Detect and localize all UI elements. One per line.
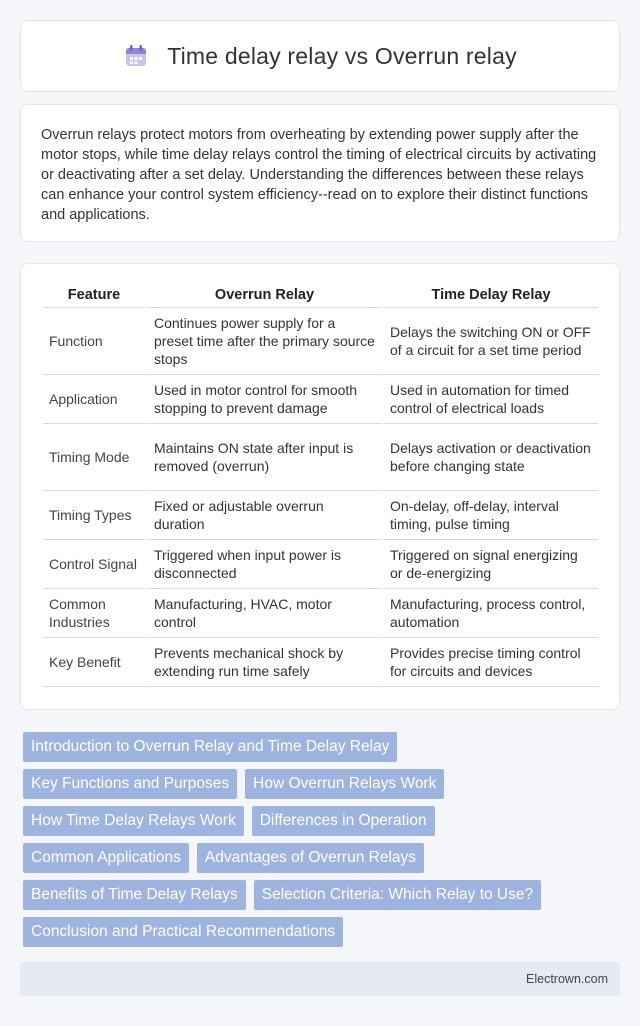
table-cell-feature: Function bbox=[43, 308, 145, 375]
table-cell-time-delay: Delays activation or deactivation before changing state bbox=[381, 424, 598, 491]
link-advantages-overrun[interactable]: Advantages of Overrun Relays bbox=[197, 843, 424, 873]
table-cell-overrun: Manufacturing, HVAC, motor control bbox=[145, 589, 381, 638]
link-common-applications[interactable]: Common Applications bbox=[23, 843, 189, 873]
topic-links bbox=[23, 732, 623, 954]
table-cell-overrun: Triggered when input power is disconnected bbox=[145, 540, 381, 589]
link-benefits-time-delay[interactable]: Benefits of Time Delay Relays bbox=[23, 880, 246, 910]
table-cell-feature: Common Industries bbox=[43, 589, 145, 638]
link-how-overrun-works[interactable]: How Overrun Relays Work bbox=[245, 769, 444, 799]
link-key-functions[interactable]: Key Functions and Purposes bbox=[23, 769, 237, 799]
link-row bbox=[23, 843, 623, 873]
table-row bbox=[43, 540, 598, 589]
link-row bbox=[23, 917, 623, 947]
header-feature: Feature bbox=[43, 282, 145, 308]
page-title: Time delay relay vs Overrun relay bbox=[167, 42, 517, 69]
table-header-row bbox=[43, 282, 598, 308]
table-cell-overrun: Prevents mechanical shock by extending run time safely bbox=[145, 638, 381, 687]
header-overrun: Overrun Relay bbox=[145, 282, 381, 308]
table-cell-feature: Timing Mode bbox=[43, 424, 145, 491]
table-row bbox=[43, 491, 598, 540]
link-differences[interactable]: Differences in Operation bbox=[252, 806, 435, 836]
table-cell-overrun: Fixed or adjustable overrun duration bbox=[145, 491, 381, 540]
table-row bbox=[43, 308, 598, 375]
link-row bbox=[23, 880, 623, 910]
table-cell-feature: Key Benefit bbox=[43, 638, 145, 687]
table-cell-time-delay: Delays the switching ON or OFF of a circuit for a set time period bbox=[381, 308, 598, 375]
table-cell-time-delay: Provides precise timing control for circuits and devices bbox=[381, 638, 598, 687]
table-cell-time-delay: Manufacturing, process control, automation bbox=[381, 589, 598, 638]
link-row bbox=[23, 806, 623, 836]
footer-source[interactable]: Electrown.com bbox=[526, 972, 608, 986]
footer bbox=[20, 962, 620, 996]
header-time-delay: Time Delay Relay bbox=[381, 282, 598, 308]
link-conclusion[interactable]: Conclusion and Practical Recommendations bbox=[23, 917, 343, 947]
intro-text: Overrun relays protect motors from overheating by extending power supply after the motor stops, while time delay relays control the timing of electrical circuits by activating or deactivating after a set delay. Understanding the differences between these relays can enhance your control system efficiency--read on to explore their distinct functions and applications. bbox=[41, 127, 597, 223]
link-introduction[interactable]: Introduction to Overrun Relay and Time Delay Relay bbox=[23, 732, 397, 762]
calendar-icon bbox=[123, 43, 149, 69]
link-selection-criteria[interactable]: Selection Criteria: Which Relay to Use? bbox=[254, 880, 541, 910]
table-cell-feature: Timing Types bbox=[43, 491, 145, 540]
table-row bbox=[43, 638, 598, 687]
table-row bbox=[43, 375, 598, 424]
table-cell-overrun: Maintains ON state after input is removed (overrun) bbox=[145, 424, 381, 491]
table-cell-time-delay: Triggered on signal energizing or de-energizing bbox=[381, 540, 598, 589]
table-cell-feature: Control Signal bbox=[43, 540, 145, 589]
intro-card bbox=[20, 104, 620, 242]
table-cell-overrun: Continues power supply for a preset time after the primary source stops bbox=[145, 308, 381, 375]
comparison-table bbox=[43, 282, 598, 687]
link-row bbox=[23, 769, 623, 799]
table-row bbox=[43, 424, 598, 491]
title-card bbox=[20, 20, 620, 92]
table-row bbox=[43, 589, 598, 638]
table-cell-time-delay: On-delay, off-delay, interval timing, pulse timing bbox=[381, 491, 598, 540]
comparison-card bbox=[20, 263, 620, 710]
link-how-time-delay-works[interactable]: How Time Delay Relays Work bbox=[23, 806, 244, 836]
link-row bbox=[23, 732, 623, 762]
table-cell-time-delay: Used in automation for timed control of electrical loads bbox=[381, 375, 598, 424]
table-cell-feature: Application bbox=[43, 375, 145, 424]
table-cell-overrun: Used in motor control for smooth stopping to prevent damage bbox=[145, 375, 381, 424]
